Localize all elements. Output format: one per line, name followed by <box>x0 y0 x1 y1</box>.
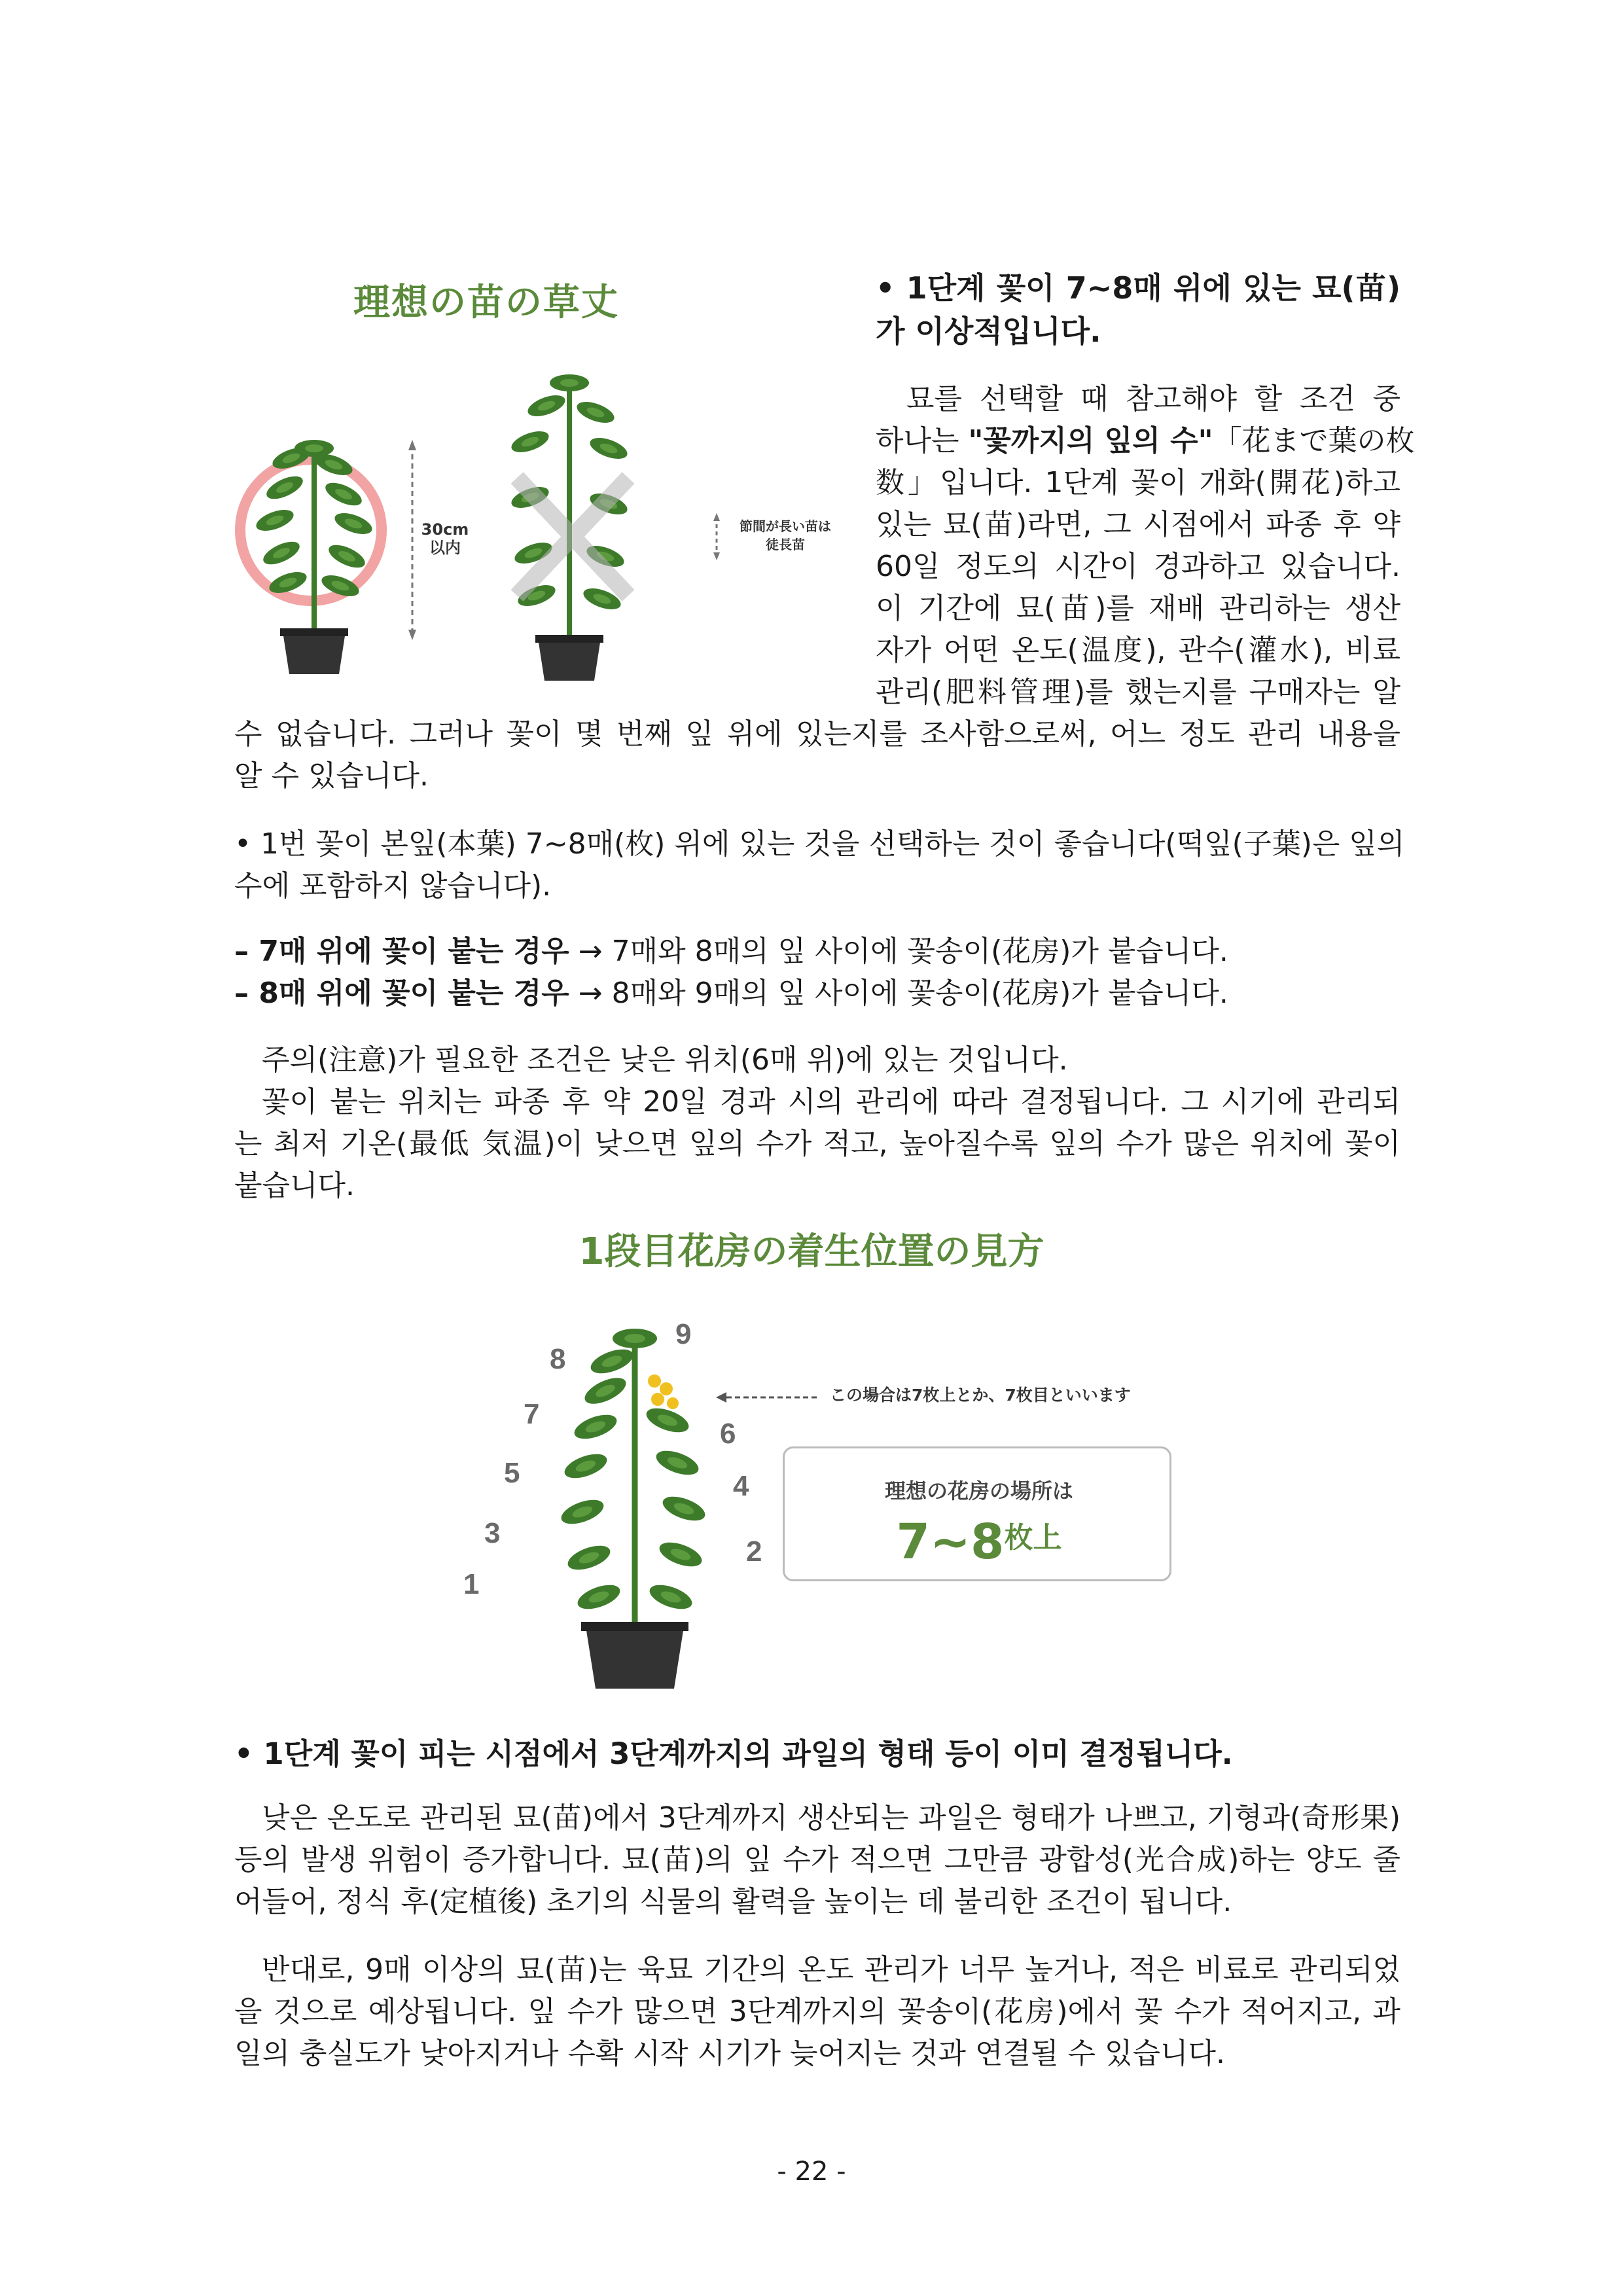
cross-mark <box>517 478 628 596</box>
para1-line5: 60일 정도의 시간이 경과하고 있습니다. <box>876 550 1400 583</box>
para2-line2: 꽃이 붙는 위치는 파종 후 약 20일 경과 시의 관리에 따라 결정됩니다. 그 시기에 관리되 <box>262 1085 1400 1119</box>
leaf-number-9: 9 <box>675 1318 692 1350</box>
ideal-seedling-height-title: 理想の苗の草丈 <box>353 281 619 324</box>
pointer-arrow <box>713 1388 825 1407</box>
para1-line3: 数」입니다. 1단계 꽃이 개화(開花)하고 <box>876 466 1400 499</box>
left-pot <box>283 632 346 674</box>
leaf-number-7: 7 <box>524 1398 540 1430</box>
para4-line2: 을 것으로 예상됩니다. 잎 수가 많으면 3단계까지의 꽃송이(花房)에서 꽃 수가 적어지고, 과 <box>234 1995 1400 2028</box>
para1-line9: 수 없습니다. 그러나 꽃이 몇 번째 잎 위에 있는지를 조사함으로써, 어느 정도 관리 내용을 <box>234 717 1400 751</box>
leaf-count-plant-figure <box>458 1322 753 1708</box>
bullet1-line2: 가 이상적입니다. <box>876 314 1101 349</box>
leaf-number-5: 5 <box>504 1457 520 1489</box>
height-label: 30cm 以内 <box>421 520 469 557</box>
case-8-leaves: – 8매 위에 꽃이 붙는 경우 → 8매와 9매의 잎 사이에 꽃송이(花房)가 붙습니다. <box>234 977 1228 1010</box>
para1-line7: 자가 어떤 온도(温度), 관수(灌水), 비료 <box>876 634 1400 667</box>
page-number: - 22 - <box>777 2157 846 2187</box>
para4-line1: 반대로, 9매 이상의 묘(苗)는 육묘 기간의 온도 관리가 너무 높거나, 적은 비료로 관리되었 <box>262 1953 1400 1986</box>
bullet2-line1: • 1번 꽃이 본잎(本葉) 7~8매(枚) 위에 있는 것을 선택하는 것이 좋습니다(떡잎(子葉)은 잎의 <box>234 827 1405 861</box>
leaf-number-8: 8 <box>550 1343 566 1375</box>
para1-line2: 하나는 "꽃까지의 잎의 수"「花まで葉の枚 <box>876 424 1415 457</box>
arrow-note: この場合は7枚上とか、7枚目といいます <box>830 1386 1131 1405</box>
flower-cluster-position-title: 1段目花房の着生位置の見方 <box>579 1230 1044 1273</box>
bullet3: • 1단계 꽃이 피는 시점에서 3단계까지의 과일의 형태 등이 이미 결정됩니다. <box>234 1736 1233 1771</box>
para1-line4: 있는 묘(苗)라면, 그 시점에서 파종 후 약 <box>876 508 1400 541</box>
para2-line1: 주의(注意)가 필요한 조건은 낮은 위치(6매 위)에 있는 것입니다. <box>262 1043 1068 1077</box>
leaf-number-1: 1 <box>463 1568 480 1600</box>
leaf-number-2: 2 <box>746 1535 762 1568</box>
leaf-number-4: 4 <box>733 1470 749 1502</box>
right-pot <box>538 638 601 681</box>
ideal-position-box-value: 7~8枚上 <box>896 1514 1062 1570</box>
ideal-position-box-title: 理想の花房の場所は <box>884 1479 1073 1503</box>
bullet2-line2: 수에 포함하지 않습니다). <box>234 869 552 903</box>
leggy-seedling-label: 節間が長い苗は 徒長苗 <box>740 518 831 552</box>
leaf-number-6: 6 <box>720 1418 736 1450</box>
mid-pot <box>586 1626 684 1689</box>
para2-line3: 는 최저 기온(最低 気温)이 낮으면 잎의 수가 적고, 높아질수록 잎의 수가 많은 위치에 꽃이 <box>234 1127 1400 1160</box>
ideal-position-box <box>783 1446 1171 1581</box>
leaf-number-3: 3 <box>484 1517 501 1549</box>
para3-line3: 어들어, 정식 후(定植後) 초기의 식물의 활력을 높이는 데 불리한 조건이 됩니다. <box>234 1885 1232 1918</box>
para1-line8: 관리(肥料管理)를 했는지를 구매자는 알 <box>876 675 1400 709</box>
para3-line2: 등의 발생 위험이 증가합니다. 묘(苗)의 잎 수가 적으면 그만큼 광합성(光合成)하는 양도 줄 <box>234 1843 1400 1876</box>
para1-line6: 이 기간에 묘(苗)를 재배 관리하는 생산 <box>876 592 1400 625</box>
para4-line3: 일의 충실도가 낮아지거나 수확 시작 시기가 늦어지는 것과 연결될 수 있습니다. <box>234 2037 1225 2070</box>
para2-line4: 붙습니다. <box>234 1169 355 1202</box>
flower-cluster-icon <box>648 1374 679 1409</box>
para1-line1: 묘를 선택할 때 참고해야 할 조건 중 <box>906 382 1400 416</box>
bullet1-line1: • 1단계 꽃이 7~8매 위에 있는 묘(苗) <box>876 270 1400 306</box>
para3-line1: 낮은 온도로 관리된 묘(苗)에서 3단계까지 생산되는 과일은 형태가 나쁘고, 기형과(奇形果) <box>262 1801 1400 1835</box>
case-7-leaves: – 7매 위에 꽃이 붙는 경우 → 7매와 8매의 잎 사이에 꽃송이(花房)가 붙습니다. <box>234 935 1228 968</box>
para1-line10: 알 수 있습니다. <box>234 759 429 793</box>
